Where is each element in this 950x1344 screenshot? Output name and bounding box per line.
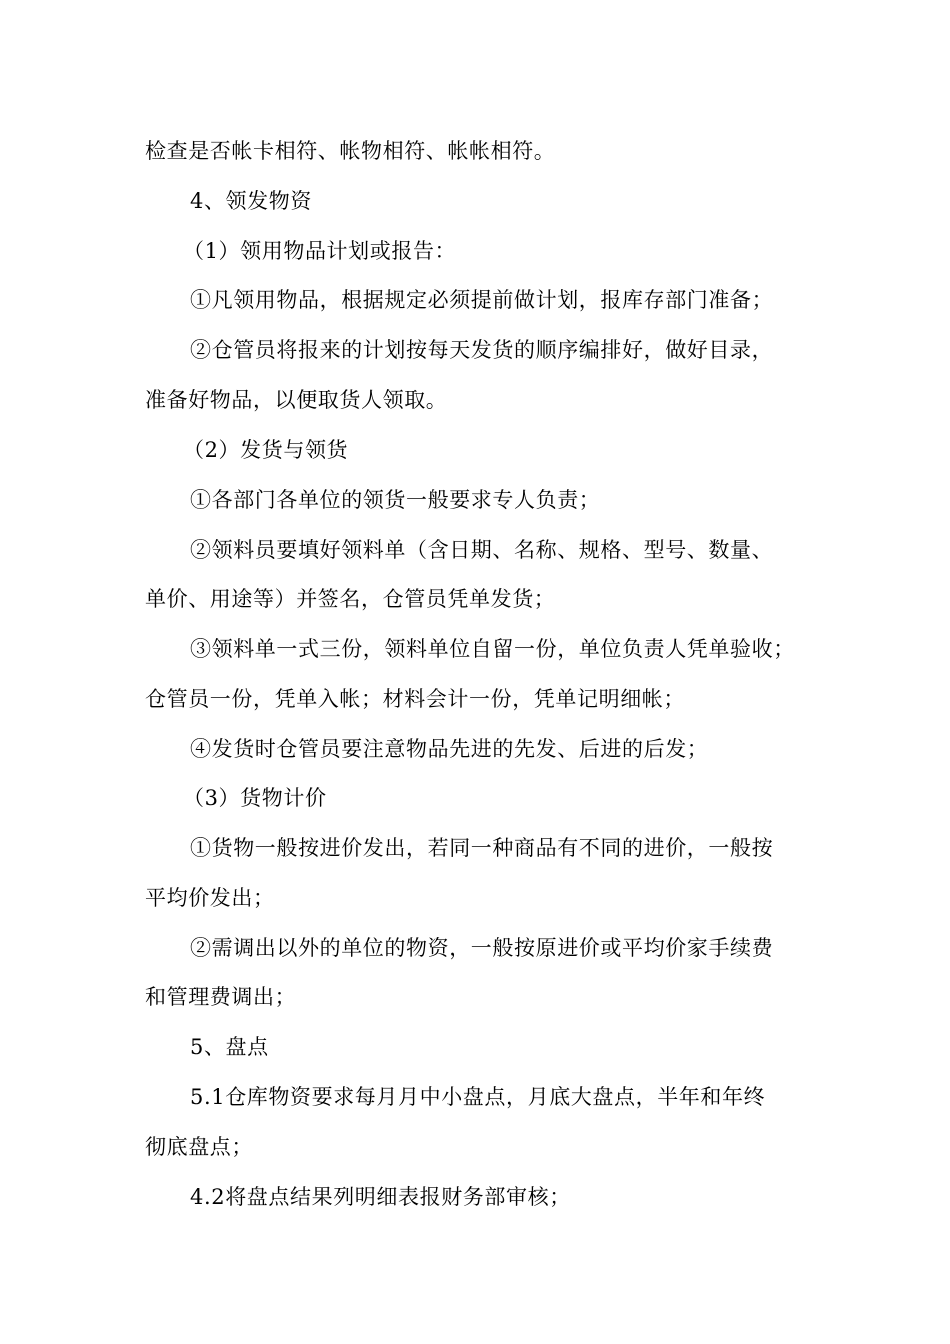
text-line: ②领料员要填好领料单（含日期、名称、规格、型号、数量、	[190, 538, 774, 562]
text-line: ①各部门各单位的领货一般要求专人负责；	[190, 488, 601, 512]
text-line: ①货物一般按进价发出，若同一种商品有不同的进价，一般按	[190, 836, 774, 860]
text-line: 平均价发出；	[145, 886, 275, 910]
subsection-heading: （2）发货与领货	[183, 438, 349, 462]
section-heading: 4、领发物资	[190, 189, 312, 213]
text-line: 5.1仓库物资要求每月月中小盘点，月底大盘点，半年和年终	[190, 1085, 766, 1109]
text-line: 4.2将盘点结果列明细表报财务部审核；	[190, 1185, 571, 1209]
text-line: ④发货时仓管员要注意物品先进的先发、后进的后发；	[190, 737, 709, 761]
text-line: 单价、用途等）并签名，仓管员凭单发货；	[145, 587, 556, 611]
text-line: 准备好物品，以便取货人领取。	[145, 388, 448, 412]
text-line: ②仓管员将报来的计划按每天发货的顺序编排好，做好目录，	[190, 338, 774, 362]
text-line: 彻底盘点；	[145, 1135, 253, 1159]
text-line: 检查是否帐卡相符、帐物相符、帐帐相符。	[145, 139, 556, 163]
text-line: 和管理费调出；	[145, 985, 297, 1009]
subsection-heading: （3）货物计价	[183, 786, 327, 810]
text-line: ①凡领用物品，根据规定必须提前做计划，报库存部门准备；	[190, 288, 774, 312]
text-line: ②需调出以外的单位的物资，一般按原进价或平均价家手续费	[190, 936, 774, 960]
text-line: 仓管员一份，凭单入帐；材料会计一份，凭单记明细帐；	[145, 687, 685, 711]
subsection-heading: （1）领用物品计划或报告：	[183, 239, 457, 263]
section-heading: 5、盘点	[190, 1035, 269, 1059]
text-line: ③领料单一式三份，领料单位自留一份，单位负责人凭单验收；	[190, 637, 795, 661]
